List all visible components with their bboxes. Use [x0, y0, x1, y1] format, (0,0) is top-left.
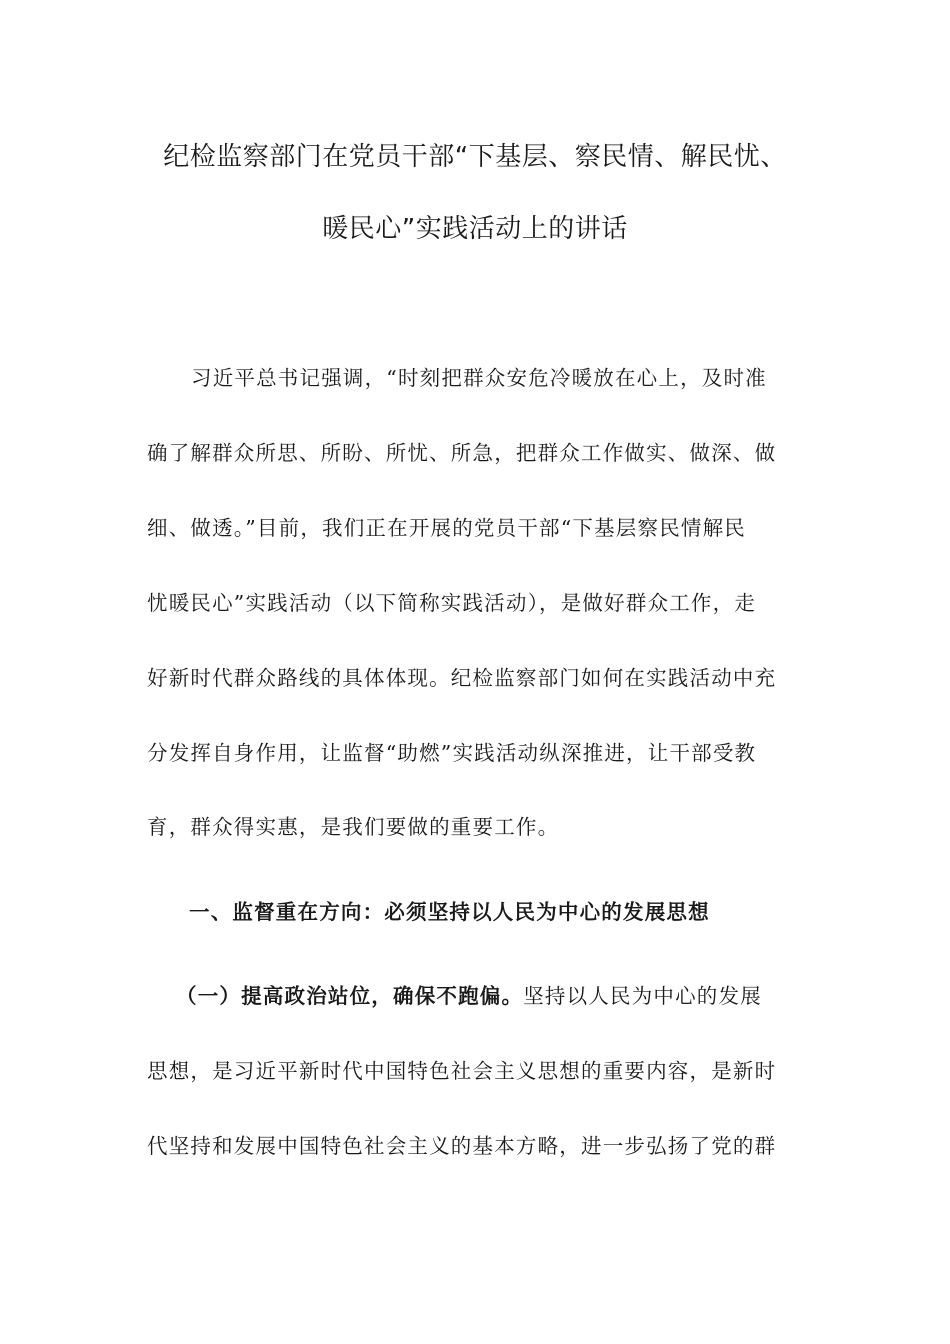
- paragraph-line: 好新时代群众路线的具体体现。纪检监察部门如何在实践活动中充: [147, 666, 777, 690]
- subsection-first-line: [176, 979, 836, 1009]
- paragraph-line: 忧暖民心”实践活动（以下简称实践活动），是做好群众工作，走: [147, 591, 757, 615]
- document-title-line-2: 暖民心”实践活动上的讲话: [322, 214, 628, 244]
- paragraph-line: 细、做透。”目前，我们正在开展的党员干部“下基层察民情解民: [147, 516, 747, 540]
- document-title-line-1: 纪检监察部门在党员干部“下基层、察民情、解民忧、: [163, 142, 787, 172]
- paragraph-line: 育，群众得实惠，是我们要做的重要工作。: [147, 815, 560, 839]
- paragraph-line: 思想，是习近平新时代中国特色社会主义思想的重要内容，是新时: [147, 1059, 777, 1083]
- paragraph-line: 代坚持和发展中国特色社会主义的基本方略，进一步弘扬了党的群: [147, 1134, 777, 1158]
- paragraph-line: 习近平总书记强调，“时刻把群众安危冷暖放在心上，及时准: [191, 366, 767, 390]
- paragraph-line: 确了解群众所思、所盼、所忧、所急，把群众工作做实、做深、做: [147, 441, 777, 465]
- section-heading: 一、监督重在方向：必须坚持以人民为中心的发展思想: [189, 900, 710, 924]
- subsection-lead: （一）提高政治站位，确保不跑偏。: [176, 984, 524, 1008]
- subsection-text: 坚持以人民为中心的发展: [523, 984, 762, 1008]
- paragraph-line: 分发挥自身作用，让监督“助燃”实践活动纵深推进，让干部受教: [147, 741, 757, 765]
